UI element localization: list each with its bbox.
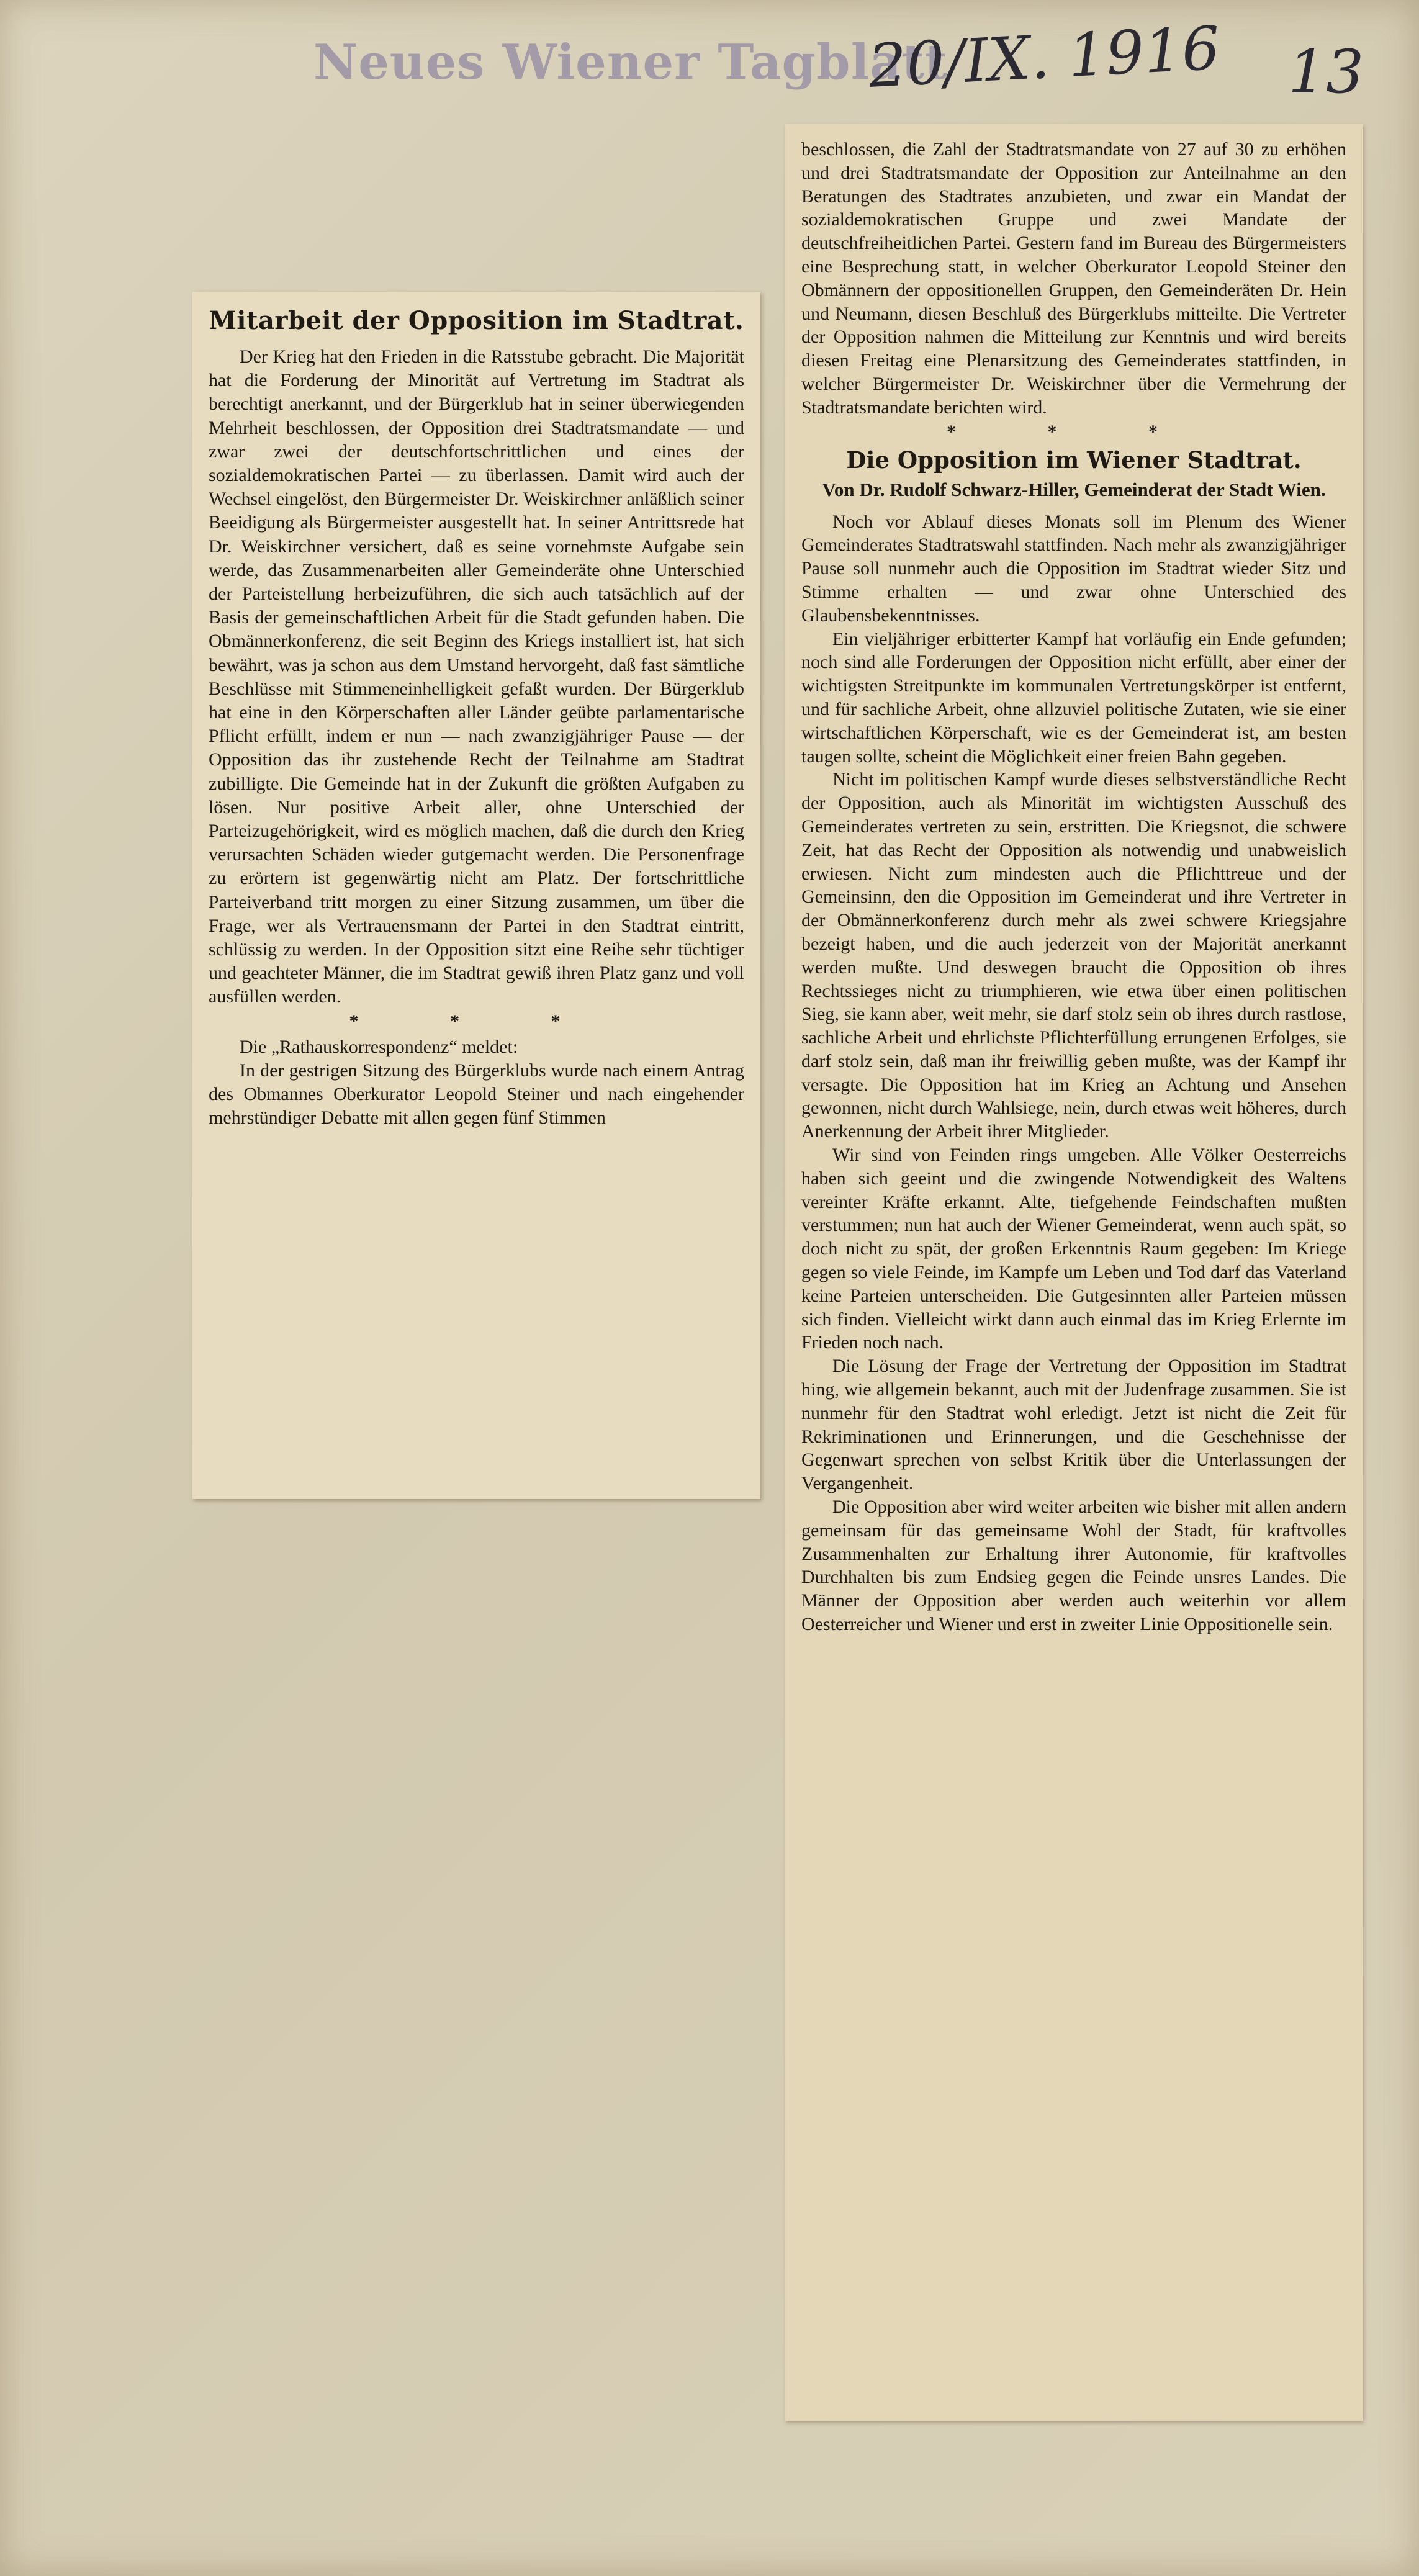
right-paragraph: Wir sind von Feinden rings umgeben. Alle Völker Oesterreichs haben sich geeint und die zwingende Notwendigkeit des Waltens vereinter Kräfte erkannt. Alte, tiefgehende Feindschaften mußten verstummen; nun hat auch der Wiener Gemeinderat, wenn auch spät, so doch nicht zu spät, der großen Erkenntnis Raum gegeben: Im Kriege gegen so viele Feinde, im Kampfe um Leben und Tod darf das Vaterland keine Parteien unterscheiden. Die Gutgesinnten aller Parteien müssen sich finden. Vielleicht wirkt dann auch einmal das im Krieg Erlernte im Frieden noch nach. (801, 1145, 1346, 1353)
right-paragraph: Die Lösung der Frage der Vertretung der Opposition im Stadtrat hing, wie allgemein bekannt, auch mit der Judenfrage zusammen. Sie ist nunmehr für den Stadtrat wohl erledigt. Jetzt ist nicht die Zeit für Rekriminationen und Erinnerungen, und die Geschehnisse der Gegenwart sprechen von selbst Kritik über die Unterlassungen der Vergangenheit. (801, 1356, 1346, 1494)
left-clipping-text (192, 292, 760, 1499)
newspaper-stamp: Neues Wiener Tagblatt (313, 34, 948, 91)
left-report-intro: Die „Rathauskorrespondenz“ meldet: (240, 1036, 518, 1057)
right-byline: Von Dr. Rudolf Schwarz-Hiller, Gemeinderat der Stadt Wien. (822, 478, 1326, 500)
right-continuation: beschlossen, die Zahl der Stadtratsmandate von 27 auf 30 zu erhöhen und drei Stadtratsmandate der Opposition zur Anteilnahme an den Beratungen des Stadtrates anzubieten, und zwar ein Mandat der sozialdemokratischen Gruppe und zwei Mandate der deutschfreiheitlichen Partei. Gestern fand im Bureau des Bürgermeisters eine Besprechung statt, in welcher Oberkurator Leopold Steiner den Obmännern der oppositionellen Gruppen, den Gemeinderäten Dr. Hein und Neumann, diesen Beschluß des Bürgerklubs mitteilte. Die Vertreter der Opposition nahmen die Mitteilung zur Kenntnis und wird bereits diesen Freitag eine Plenarsitzung des Gemeinderates stattfinden, in welcher Bürgermeister Dr. Weiskirchner über die Vermehrung der Stadtratsmandate berichten wird. (801, 139, 1346, 418)
left-clipping (192, 292, 760, 1499)
right-paragraph: Noch vor Ablauf dieses Monats soll im Plenum des Wiener Gemeinderates Stadtratswahl stattfinden. Nach mehr als zwanzigjähriger Pause soll nunmehr auch die Opposition im Stadtrat wieder Sitz und Stimme erhalten — und zwar ohne Unterschied des Glaubensbekenntnisses. (801, 511, 1346, 626)
handwritten-date: 20/IX. 1916 (867, 13, 1222, 101)
right-paragraph: Ein vieljähriger erbitterter Kampf hat vorläufig ein Ende gefunden; noch sind alle Forderungen der Opposition nicht erfüllt, aber einer der wichtigsten Streitpunkte im kommunalen Vertretungskörper ist entfernt, und für sachliche Arbeit, ohne allzuviel politische Zutaten, wie sie einer wirtschaftlichen Körperschaft, wie es der Gemeinderat ist, am besten taugen sollte, scheint die Möglichkeit einer freien Bahn gegeben. (801, 628, 1346, 767)
right-paragraph: Die Opposition aber wird weiter arbeiten wie bisher mit allen andern gemeinsam für das gemeinsame Wohl der Stadt, für kraftvolles Zusammenhalten zur Erhaltung ihrer Autonomie, für kraftvolles Durchhalten bis zum Endsieg gegen die Feinde unsres Landes. Die Männer der Opposition aber werden auch weiterhin vor allem Oesterreicher und Wiener und erst in zweiter Linie Oppositionelle sein. (801, 1497, 1346, 1635)
right-separator: * * * (947, 421, 1201, 442)
right-paragraph: Nicht im politischen Kampf wurde dieses selbstverständliche Recht der Opposition, auch als Minorität im wichtigsten Ausschuß des Gemeinderates vertreten zu sein, erstritten. Die Kriegsnot, die schwere Zeit, hat das Recht der Opposition als notwendig und unabweislich erwiesen. Nicht zum mindesten auch die Pflichttreue und der Gemeinsinn, den die Opposition im Gemeinderat und ihre Vertreter in der Obmännerkonferenz durch mehr als zwei schwere Kriegsjahre bezeigt haben, und die auch jederzeit von der Majorität anerkannt werden mußte. Und deswegen braucht die Opposition ob ihres Rechtssieges nicht zu triumphieren, wie etwa über einen politischen Sieg, sie kann aber, weit mehr, sie darf stolz sein ob ihres durch rastlose, sachliche Arbeit und ehrlichste Pflichterfüllung errungenen Erfolges, sie darf stolz sein, daß man ihr freiwillig geben mußte, was der Kampf ihr versagte. Die Opposition hat im Krieg an Achtung und Ansehen gewonnen, nicht durch Wahlsiege, nein, durch etwas weit höheres, durch Anerkennung der Arbeit ihrer Mitglieder. (801, 769, 1346, 1142)
left-headline: Mitarbeit der Opposition im Stadtrat. (209, 306, 744, 335)
right-clipping (785, 124, 1363, 2421)
left-paragraph: Der Krieg hat den Frieden in die Ratsstube gebracht. Die Majorität hat die Forderung der Minorität auf Vertretung im Stadtrat als berechtigt anerkannt, und der Bürgerklub hat in seiner überwiegenden Mehrheit beschlossen, der Opposition drei Stadtratsmandate — und zwar zwei der deutschfortschrittlichen und eines der sozialdemokratischen Partei — zu überlassen. Damit wird auch der Wechsel eingelöst, den Bürgermeister Dr. Weiskirchner anläßlich seiner Beeidigung als Bürgermeister ausgestellt hat. In seiner Antrittsrede hat Dr. Weiskirchner versichert, daß es seine vornehmste Aufgabe sein werde, das Zusammenarbeiten aller Gemeinderäte ohne Unterschied der Parteistellung herbeizuführen, die sich auch tatsächlich auf der Basis der gemeinschaftlichen Arbeit für die Stadt gefunden haben. Die Obmännerkonferenz, die seit Beginn des Kriegs installiert ist, hat sich bewährt, was ja schon aus dem Umstand hervorgeht, daß fast sämtliche Beschlüsse mit Stimmeneinhelligkeit gefaßt wurden. Der Bürgerklub hat eine in den Körperschaften aller Länder geübte parlamentarische Pflicht erfüllt, indem er nun — nach zwanzigjähriger Pause — der Opposition das ihr zustehende Recht der Teilnahme am Stadtrat zubilligte. Die Gemeinde hat in der Zukunft die größten Aufgaben zu lösen. Nur positive Arbeit aller, ohne Unterschied der Parteizugehörigkeit, wird es möglich machen, daß die durch den Krieg verursachten Schäden wieder gutgemacht werden. Die Personenfrage zu erörtern ist gegenwärtig nicht am Platz. Der fortschrittliche Parteiverband tritt morgen zu einer Sitzung zusammen, um über die Frage, wer als Vertrauensmann der Partei in den Stadtrat eintritt, schlüssig zu werden. In der Opposition sitzt eine Reihe sehr tüchtiger und geachteter Männer, die im Stadtrat gewiß ihren Platz ganz und voll ausfüllen werden. (209, 346, 744, 1007)
handwritten-page-number: 13 (1288, 37, 1364, 107)
left-separator: * * * (349, 1011, 604, 1032)
left-report-start: In der gestrigen Sitzung des Bürgerklubs wurde nach einem Antrag des Obmannes Oberkurator Leopold Steiner und nach eingehender mehrstündiger Debatte mit allen gegen fünf Stimmen (209, 1060, 744, 1128)
right-headline: Die Opposition im Wiener Stadtrat. (846, 446, 1302, 474)
right-clipping-text (785, 124, 1363, 2421)
